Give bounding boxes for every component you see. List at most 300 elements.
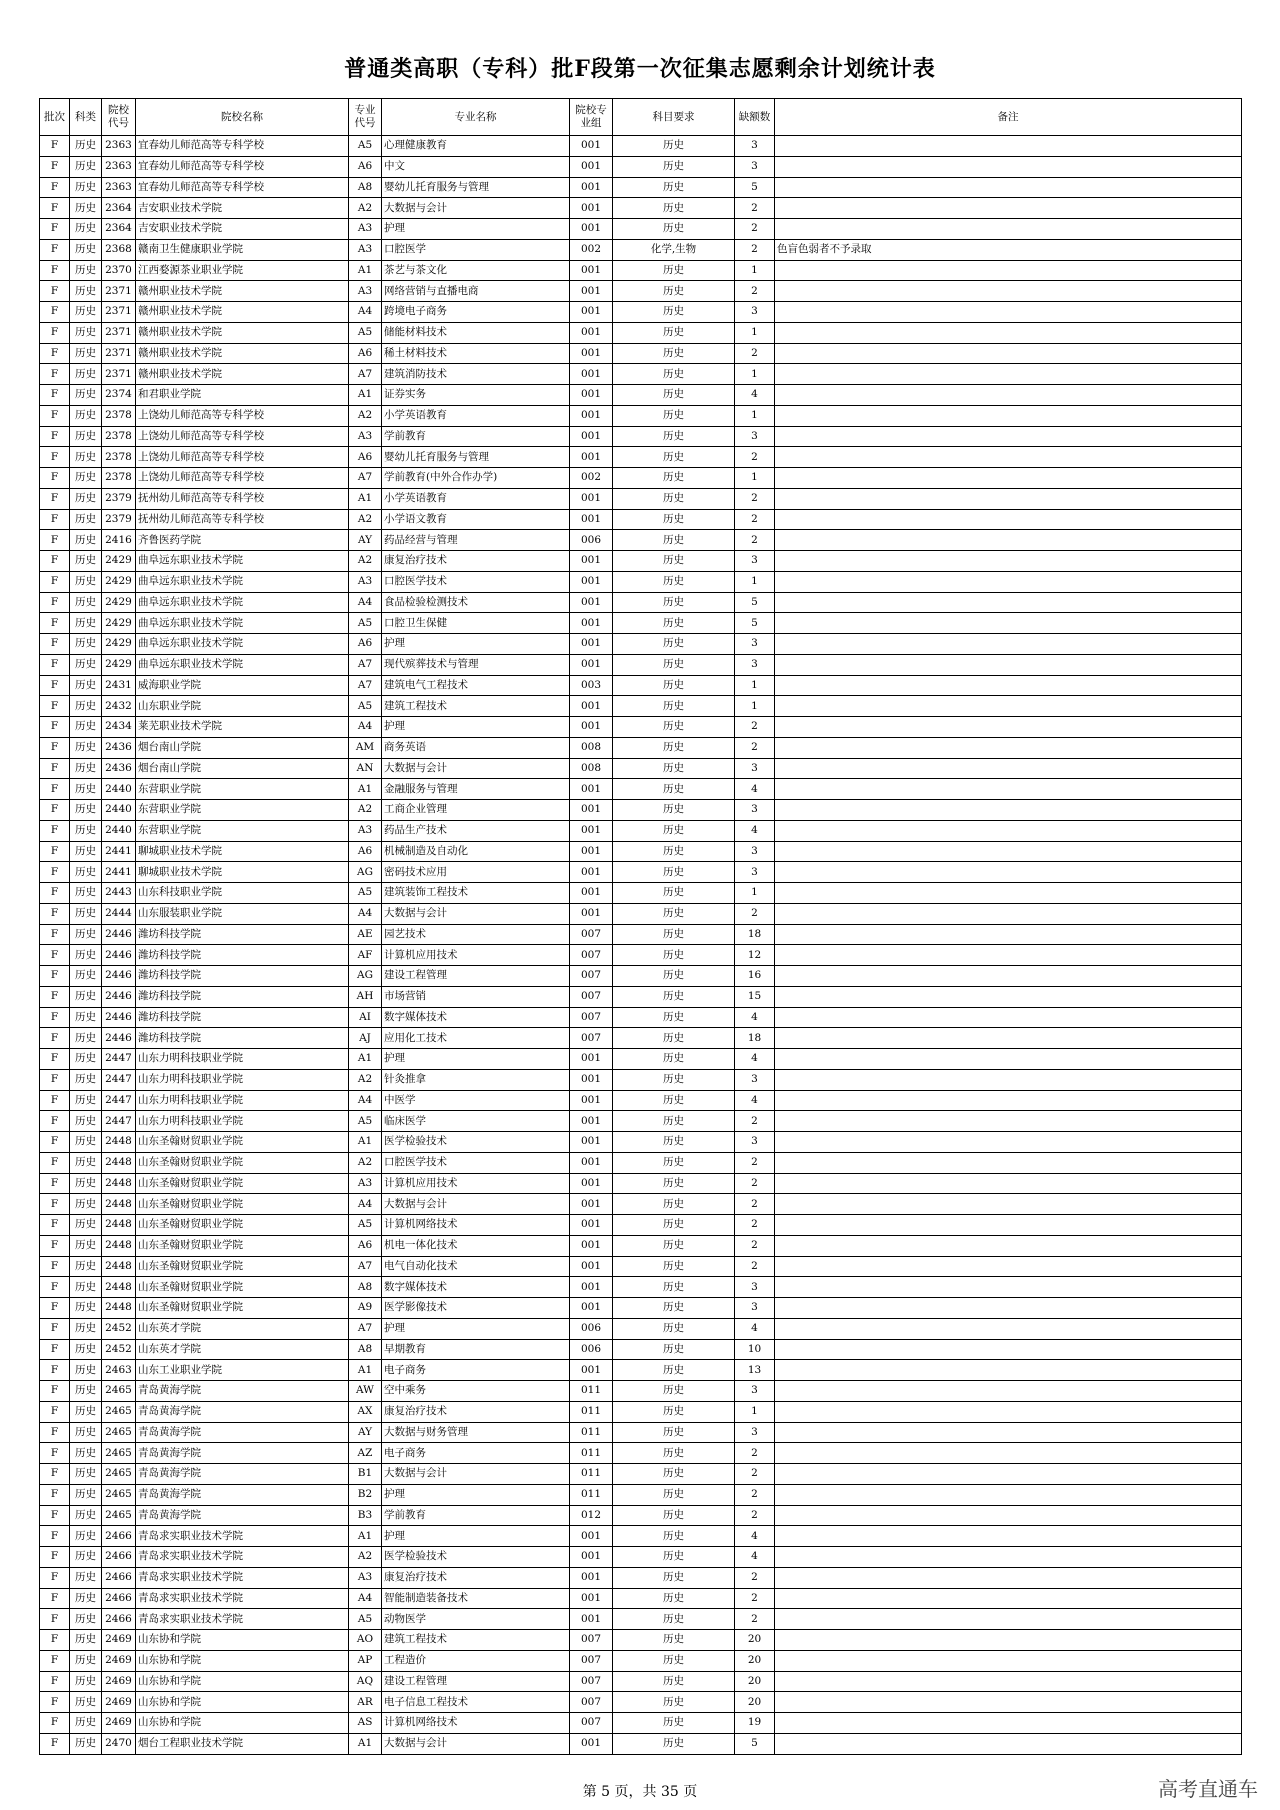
batch-cell: F xyxy=(40,966,70,987)
batch-cell: F xyxy=(40,198,70,219)
remarks-cell xyxy=(775,1505,1242,1526)
watermark: 高考直通车 xyxy=(1158,1777,1258,1801)
vacancy-cell: 2 xyxy=(735,1609,775,1630)
page-number: 第 5 页，共 35 页 xyxy=(582,1784,698,1800)
school-name-cell: 青岛求实职业技术学院 xyxy=(136,1609,349,1630)
category-cell: 历史 xyxy=(70,1173,102,1194)
major-name-cell: 建筑工程技术 xyxy=(382,1630,570,1651)
vacancy-cell: 2 xyxy=(735,219,775,240)
header-vacancy: 缺额数 xyxy=(735,99,775,136)
school-name-cell: 山东职业学院 xyxy=(136,696,349,717)
remarks-cell xyxy=(775,1464,1242,1485)
remarks-cell xyxy=(775,654,1242,675)
major-code-cell: AO xyxy=(349,1630,382,1651)
subject-req-cell: 历史 xyxy=(613,1339,735,1360)
vacancy-cell: 2 xyxy=(735,1235,775,1256)
major-group-cell: 001 xyxy=(570,364,613,385)
school-name-cell: 青岛黄海学院 xyxy=(136,1422,349,1443)
remarks-cell xyxy=(775,1401,1242,1422)
category-cell: 历史 xyxy=(70,1194,102,1215)
batch-cell: F xyxy=(40,1339,70,1360)
batch-cell: F xyxy=(40,1132,70,1153)
major-name-cell: 茶艺与茶文化 xyxy=(382,260,570,281)
major-code-cell: A3 xyxy=(349,820,382,841)
school-code-cell: 2440 xyxy=(102,820,136,841)
batch-cell: F xyxy=(40,302,70,323)
major-name-cell: 口腔医学 xyxy=(382,239,570,260)
subject-req-cell: 历史 xyxy=(613,1733,735,1754)
vacancy-cell: 1 xyxy=(735,468,775,489)
subject-req-cell: 历史 xyxy=(613,841,735,862)
subject-req-cell: 历史 xyxy=(613,1547,735,1568)
school-name-cell: 东营职业学院 xyxy=(136,820,349,841)
school-name-cell: 青岛黄海学院 xyxy=(136,1381,349,1402)
subject-req-cell: 历史 xyxy=(613,1713,735,1734)
school-code-cell: 2465 xyxy=(102,1381,136,1402)
table-row xyxy=(40,1360,1242,1381)
school-name-cell: 山东圣翰财贸职业学院 xyxy=(136,1132,349,1153)
table-row xyxy=(40,1609,1242,1630)
school-code-cell: 2429 xyxy=(102,551,136,572)
major-group-cell: 007 xyxy=(570,966,613,987)
vacancy-cell: 2 xyxy=(735,1588,775,1609)
vacancy-cell: 2 xyxy=(735,1173,775,1194)
major-group-cell: 001 xyxy=(570,841,613,862)
major-name-cell: 密码技术应用 xyxy=(382,862,570,883)
vacancy-cell: 5 xyxy=(735,1733,775,1754)
header-remarks: 备注 xyxy=(775,99,1242,136)
vacancy-cell: 3 xyxy=(735,758,775,779)
subject-req-cell: 历史 xyxy=(613,426,735,447)
major-code-cell: A1 xyxy=(349,779,382,800)
batch-cell: F xyxy=(40,468,70,489)
category-cell: 历史 xyxy=(70,779,102,800)
school-name-cell: 上饶幼儿师范高等专科学校 xyxy=(136,426,349,447)
major-group-cell: 001 xyxy=(570,488,613,509)
school-code-cell: 2452 xyxy=(102,1318,136,1339)
table-row xyxy=(40,447,1242,468)
major-name-cell: 数字媒体技术 xyxy=(382,1007,570,1028)
remarks-cell xyxy=(775,1733,1242,1754)
school-name-cell: 青岛黄海学院 xyxy=(136,1464,349,1485)
remarks-cell xyxy=(775,198,1242,219)
major-group-cell: 001 xyxy=(570,592,613,613)
major-group-cell: 007 xyxy=(570,1713,613,1734)
major-code-cell: A6 xyxy=(349,447,382,468)
school-code-cell: 2379 xyxy=(102,509,136,530)
category-cell: 历史 xyxy=(70,1547,102,1568)
batch-cell: F xyxy=(40,820,70,841)
vacancy-cell: 2 xyxy=(735,1256,775,1277)
subject-req-cell: 历史 xyxy=(613,530,735,551)
vacancy-cell: 13 xyxy=(735,1360,775,1381)
major-group-cell: 001 xyxy=(570,198,613,219)
school-code-cell: 2431 xyxy=(102,675,136,696)
major-name-cell: 工商企业管理 xyxy=(382,800,570,821)
batch-cell: F xyxy=(40,1381,70,1402)
table-row xyxy=(40,1132,1242,1153)
remarks-cell xyxy=(775,260,1242,281)
batch-cell: F xyxy=(40,1692,70,1713)
school-code-cell: 2465 xyxy=(102,1464,136,1485)
subject-req-cell: 历史 xyxy=(613,634,735,655)
subject-req-cell: 历史 xyxy=(613,509,735,530)
subject-req-cell: 历史 xyxy=(613,1111,735,1132)
school-code-cell: 2448 xyxy=(102,1235,136,1256)
category-cell: 历史 xyxy=(70,571,102,592)
school-name-cell: 上饶幼儿师范高等专科学校 xyxy=(136,468,349,489)
batch-cell: F xyxy=(40,1630,70,1651)
major-name-cell: 护理 xyxy=(382,1484,570,1505)
subject-req-cell: 历史 xyxy=(613,1194,735,1215)
vacancy-cell: 2 xyxy=(735,1443,775,1464)
table-row xyxy=(40,1692,1242,1713)
category-cell: 历史 xyxy=(70,1713,102,1734)
table-row xyxy=(40,343,1242,364)
school-code-cell: 2465 xyxy=(102,1505,136,1526)
remarks-cell xyxy=(775,634,1242,655)
subject-req-cell: 历史 xyxy=(613,945,735,966)
batch-cell: F xyxy=(40,613,70,634)
remarks-cell xyxy=(775,1443,1242,1464)
major-name-cell: 学前教育(中外合作办学) xyxy=(382,468,570,489)
remarks-cell xyxy=(775,1132,1242,1153)
header-major-name: 专业名称 xyxy=(382,99,570,136)
remarks-cell xyxy=(775,447,1242,468)
major-group-cell: 001 xyxy=(570,322,613,343)
batch-cell: F xyxy=(40,364,70,385)
table-row xyxy=(40,966,1242,987)
category-cell: 历史 xyxy=(70,1422,102,1443)
school-name-cell: 宜春幼儿师范高等专科学校 xyxy=(136,136,349,157)
subject-req-cell: 历史 xyxy=(613,1277,735,1298)
batch-cell: F xyxy=(40,1360,70,1381)
subject-req-cell: 历史 xyxy=(613,322,735,343)
major-group-cell: 007 xyxy=(570,1028,613,1049)
major-group-cell: 008 xyxy=(570,737,613,758)
vacancy-cell: 4 xyxy=(735,385,775,406)
school-code-cell: 2429 xyxy=(102,613,136,634)
table-row xyxy=(40,696,1242,717)
major-group-cell: 001 xyxy=(570,1173,613,1194)
table-row xyxy=(40,820,1242,841)
vacancy-cell: 4 xyxy=(735,1547,775,1568)
school-name-cell: 东营职业学院 xyxy=(136,800,349,821)
category-cell: 历史 xyxy=(70,219,102,240)
remarks-cell xyxy=(775,488,1242,509)
school-name-cell: 抚州幼儿师范高等专科学校 xyxy=(136,488,349,509)
major-group-cell: 001 xyxy=(570,447,613,468)
major-group-cell: 011 xyxy=(570,1464,613,1485)
batch-cell: F xyxy=(40,1588,70,1609)
school-name-cell: 宜春幼儿师范高等专科学校 xyxy=(136,177,349,198)
major-group-cell: 001 xyxy=(570,1049,613,1070)
school-name-cell: 赣州职业技术学院 xyxy=(136,281,349,302)
remarks-cell xyxy=(775,800,1242,821)
subject-req-cell: 历史 xyxy=(613,488,735,509)
major-name-cell: 证券实务 xyxy=(382,385,570,406)
batch-cell: F xyxy=(40,1547,70,1568)
batch-cell: F xyxy=(40,1069,70,1090)
major-code-cell: A7 xyxy=(349,654,382,675)
major-code-cell: A1 xyxy=(349,1132,382,1153)
school-code-cell: 2448 xyxy=(102,1277,136,1298)
vacancy-cell: 1 xyxy=(735,322,775,343)
major-name-cell: 空中乘务 xyxy=(382,1381,570,1402)
major-code-cell: AY xyxy=(349,1422,382,1443)
subject-req-cell: 历史 xyxy=(613,1484,735,1505)
major-name-cell: 电子商务 xyxy=(382,1443,570,1464)
school-name-cell: 山东协和学院 xyxy=(136,1692,349,1713)
major-code-cell: A5 xyxy=(349,696,382,717)
batch-cell: F xyxy=(40,1152,70,1173)
major-name-cell: 婴幼儿托育服务与管理 xyxy=(382,177,570,198)
major-group-cell: 001 xyxy=(570,136,613,157)
batch-cell: F xyxy=(40,1505,70,1526)
subject-req-cell: 历史 xyxy=(613,1152,735,1173)
vacancy-cell: 4 xyxy=(735,1007,775,1028)
major-group-cell: 007 xyxy=(570,945,613,966)
batch-cell: F xyxy=(40,426,70,447)
school-name-cell: 曲阜远东职业技术学院 xyxy=(136,613,349,634)
category-cell: 历史 xyxy=(70,945,102,966)
school-code-cell: 2378 xyxy=(102,405,136,426)
major-code-cell: AG xyxy=(349,966,382,987)
major-name-cell: 护理 xyxy=(382,219,570,240)
batch-cell: F xyxy=(40,551,70,572)
school-code-cell: 2465 xyxy=(102,1401,136,1422)
category-cell: 历史 xyxy=(70,1360,102,1381)
school-code-cell: 2371 xyxy=(102,322,136,343)
category-cell: 历史 xyxy=(70,1132,102,1153)
major-name-cell: 网络营销与直播电商 xyxy=(382,281,570,302)
major-group-cell: 007 xyxy=(570,924,613,945)
school-code-cell: 2434 xyxy=(102,717,136,738)
vacancy-cell: 5 xyxy=(735,592,775,613)
table-row xyxy=(40,883,1242,904)
subject-req-cell: 历史 xyxy=(613,1630,735,1651)
major-name-cell: 计算机网络技术 xyxy=(382,1215,570,1236)
major-group-cell: 011 xyxy=(570,1422,613,1443)
vacancy-cell: 1 xyxy=(735,696,775,717)
school-name-cell: 吉安职业技术学院 xyxy=(136,198,349,219)
category-cell: 历史 xyxy=(70,1339,102,1360)
major-name-cell: 医学影像技术 xyxy=(382,1298,570,1319)
subject-req-cell: 历史 xyxy=(613,717,735,738)
table-row xyxy=(40,364,1242,385)
subject-req-cell: 历史 xyxy=(613,156,735,177)
vacancy-cell: 18 xyxy=(735,1028,775,1049)
table-row xyxy=(40,302,1242,323)
remarks-cell xyxy=(775,219,1242,240)
school-code-cell: 2371 xyxy=(102,302,136,323)
subject-req-cell: 历史 xyxy=(613,1069,735,1090)
school-name-cell: 抚州幼儿师范高等专科学校 xyxy=(136,509,349,530)
category-cell: 历史 xyxy=(70,488,102,509)
vacancy-cell: 3 xyxy=(735,862,775,883)
major-code-cell: A7 xyxy=(349,675,382,696)
school-code-cell: 2446 xyxy=(102,966,136,987)
vacancy-cell: 2 xyxy=(735,343,775,364)
header-major-code: 专业代号 xyxy=(349,99,382,136)
page-title: 普通类高职（专科）批F段第一次征集志愿剩余计划统计表 xyxy=(344,56,936,82)
school-code-cell: 2364 xyxy=(102,219,136,240)
school-name-cell: 潍坊科技学院 xyxy=(136,986,349,1007)
major-name-cell: 数字媒体技术 xyxy=(382,1277,570,1298)
school-code-cell: 2469 xyxy=(102,1630,136,1651)
school-name-cell: 赣州职业技术学院 xyxy=(136,322,349,343)
batch-cell: F xyxy=(40,986,70,1007)
category-cell: 历史 xyxy=(70,1401,102,1422)
school-name-cell: 威海职业学院 xyxy=(136,675,349,696)
table-row xyxy=(40,841,1242,862)
table-row xyxy=(40,1152,1242,1173)
school-code-cell: 2447 xyxy=(102,1111,136,1132)
category-cell: 历史 xyxy=(70,1028,102,1049)
school-name-cell: 山东圣翰财贸职业学院 xyxy=(136,1215,349,1236)
school-name-cell: 青岛黄海学院 xyxy=(136,1401,349,1422)
category-cell: 历史 xyxy=(70,426,102,447)
school-name-cell: 赣州职业技术学院 xyxy=(136,364,349,385)
vacancy-cell: 1 xyxy=(735,675,775,696)
major-name-cell: 小学英语教育 xyxy=(382,488,570,509)
school-code-cell: 2446 xyxy=(102,986,136,1007)
school-code-cell: 2441 xyxy=(102,841,136,862)
school-name-cell: 青岛黄海学院 xyxy=(136,1443,349,1464)
table-row xyxy=(40,1733,1242,1754)
major-name-cell: 医学检验技术 xyxy=(382,1132,570,1153)
major-code-cell: AZ xyxy=(349,1443,382,1464)
subject-req-cell: 历史 xyxy=(613,1318,735,1339)
vacancy-cell: 12 xyxy=(735,945,775,966)
school-code-cell: 2429 xyxy=(102,592,136,613)
table-row xyxy=(40,177,1242,198)
remarks-cell xyxy=(775,717,1242,738)
batch-cell: F xyxy=(40,1318,70,1339)
vacancy-cell: 3 xyxy=(735,136,775,157)
school-code-cell: 2463 xyxy=(102,1360,136,1381)
remarks-cell xyxy=(775,820,1242,841)
batch-cell: F xyxy=(40,800,70,821)
school-name-cell: 山东协和学院 xyxy=(136,1671,349,1692)
school-name-cell: 山东英才学院 xyxy=(136,1339,349,1360)
category-cell: 历史 xyxy=(70,966,102,987)
subject-req-cell: 历史 xyxy=(613,1028,735,1049)
school-name-cell: 和君职业学院 xyxy=(136,385,349,406)
major-name-cell: 食品检验检测技术 xyxy=(382,592,570,613)
category-cell: 历史 xyxy=(70,1277,102,1298)
major-name-cell: 电气自动化技术 xyxy=(382,1256,570,1277)
table-row xyxy=(40,1090,1242,1111)
vacancy-cell: 3 xyxy=(735,1069,775,1090)
vacancy-cell: 15 xyxy=(735,986,775,1007)
remarks-cell xyxy=(775,1090,1242,1111)
major-code-cell: A5 xyxy=(349,1111,382,1132)
major-group-cell: 001 xyxy=(570,1111,613,1132)
subject-req-cell: 历史 xyxy=(613,1609,735,1630)
major-code-cell: AG xyxy=(349,862,382,883)
vacancy-cell: 2 xyxy=(735,198,775,219)
vacancy-cell: 1 xyxy=(735,883,775,904)
school-name-cell: 曲阜远东职业技术学院 xyxy=(136,571,349,592)
major-name-cell: 护理 xyxy=(382,1526,570,1547)
school-code-cell: 2371 xyxy=(102,281,136,302)
major-code-cell: A4 xyxy=(349,1588,382,1609)
remarks-cell xyxy=(775,966,1242,987)
remarks-cell xyxy=(775,1173,1242,1194)
major-name-cell: 口腔医学技术 xyxy=(382,571,570,592)
major-group-cell: 007 xyxy=(570,1650,613,1671)
remarks-cell xyxy=(775,551,1242,572)
school-code-cell: 2447 xyxy=(102,1090,136,1111)
school-code-cell: 2440 xyxy=(102,779,136,800)
major-code-cell: A5 xyxy=(349,1215,382,1236)
subject-req-cell: 历史 xyxy=(613,675,735,696)
vacancy-cell: 2 xyxy=(735,903,775,924)
vacancy-cell: 19 xyxy=(735,1713,775,1734)
batch-cell: F xyxy=(40,1422,70,1443)
table-row xyxy=(40,1381,1242,1402)
school-name-cell: 青岛求实职业技术学院 xyxy=(136,1547,349,1568)
school-name-cell: 赣州职业技术学院 xyxy=(136,343,349,364)
table-row xyxy=(40,1235,1242,1256)
vacancy-cell: 4 xyxy=(735,779,775,800)
batch-cell: F xyxy=(40,260,70,281)
major-code-cell: A6 xyxy=(349,841,382,862)
school-name-cell: 烟台南山学院 xyxy=(136,758,349,779)
major-code-cell: A1 xyxy=(349,1049,382,1070)
major-name-cell: 大数据与财务管理 xyxy=(382,1422,570,1443)
subject-req-cell: 历史 xyxy=(613,1007,735,1028)
table-row xyxy=(40,800,1242,821)
major-name-cell: 园艺技术 xyxy=(382,924,570,945)
table-row xyxy=(40,1111,1242,1132)
subject-req-cell: 历史 xyxy=(613,1256,735,1277)
vacancy-cell: 2 xyxy=(735,1215,775,1236)
major-code-cell: A1 xyxy=(349,1360,382,1381)
category-cell: 历史 xyxy=(70,1049,102,1070)
batch-cell: F xyxy=(40,654,70,675)
major-code-cell: AW xyxy=(349,1381,382,1402)
major-group-cell: 001 xyxy=(570,1215,613,1236)
vacancy-cell: 3 xyxy=(735,302,775,323)
table-row xyxy=(40,986,1242,1007)
vacancy-cell: 4 xyxy=(735,1090,775,1111)
vacancy-cell: 1 xyxy=(735,571,775,592)
remarks-cell xyxy=(775,509,1242,530)
major-name-cell: 动物医学 xyxy=(382,1609,570,1630)
school-name-cell: 青岛求实职业技术学院 xyxy=(136,1588,349,1609)
major-name-cell: 稀土材料技术 xyxy=(382,343,570,364)
batch-cell: F xyxy=(40,1464,70,1485)
subject-req-cell: 历史 xyxy=(613,1650,735,1671)
major-code-cell: A7 xyxy=(349,364,382,385)
table-row xyxy=(40,281,1242,302)
major-code-cell: A7 xyxy=(349,468,382,489)
table-row xyxy=(40,1215,1242,1236)
major-group-cell: 001 xyxy=(570,883,613,904)
school-code-cell: 2436 xyxy=(102,737,136,758)
batch-cell: F xyxy=(40,1733,70,1754)
category-cell: 历史 xyxy=(70,883,102,904)
category-cell: 历史 xyxy=(70,239,102,260)
remarks-cell xyxy=(775,426,1242,447)
header-school-name: 院校名称 xyxy=(136,99,349,136)
table-row xyxy=(40,1650,1242,1671)
major-group-cell: 007 xyxy=(570,1630,613,1651)
category-cell: 历史 xyxy=(70,260,102,281)
vacancy-cell: 2 xyxy=(735,239,775,260)
